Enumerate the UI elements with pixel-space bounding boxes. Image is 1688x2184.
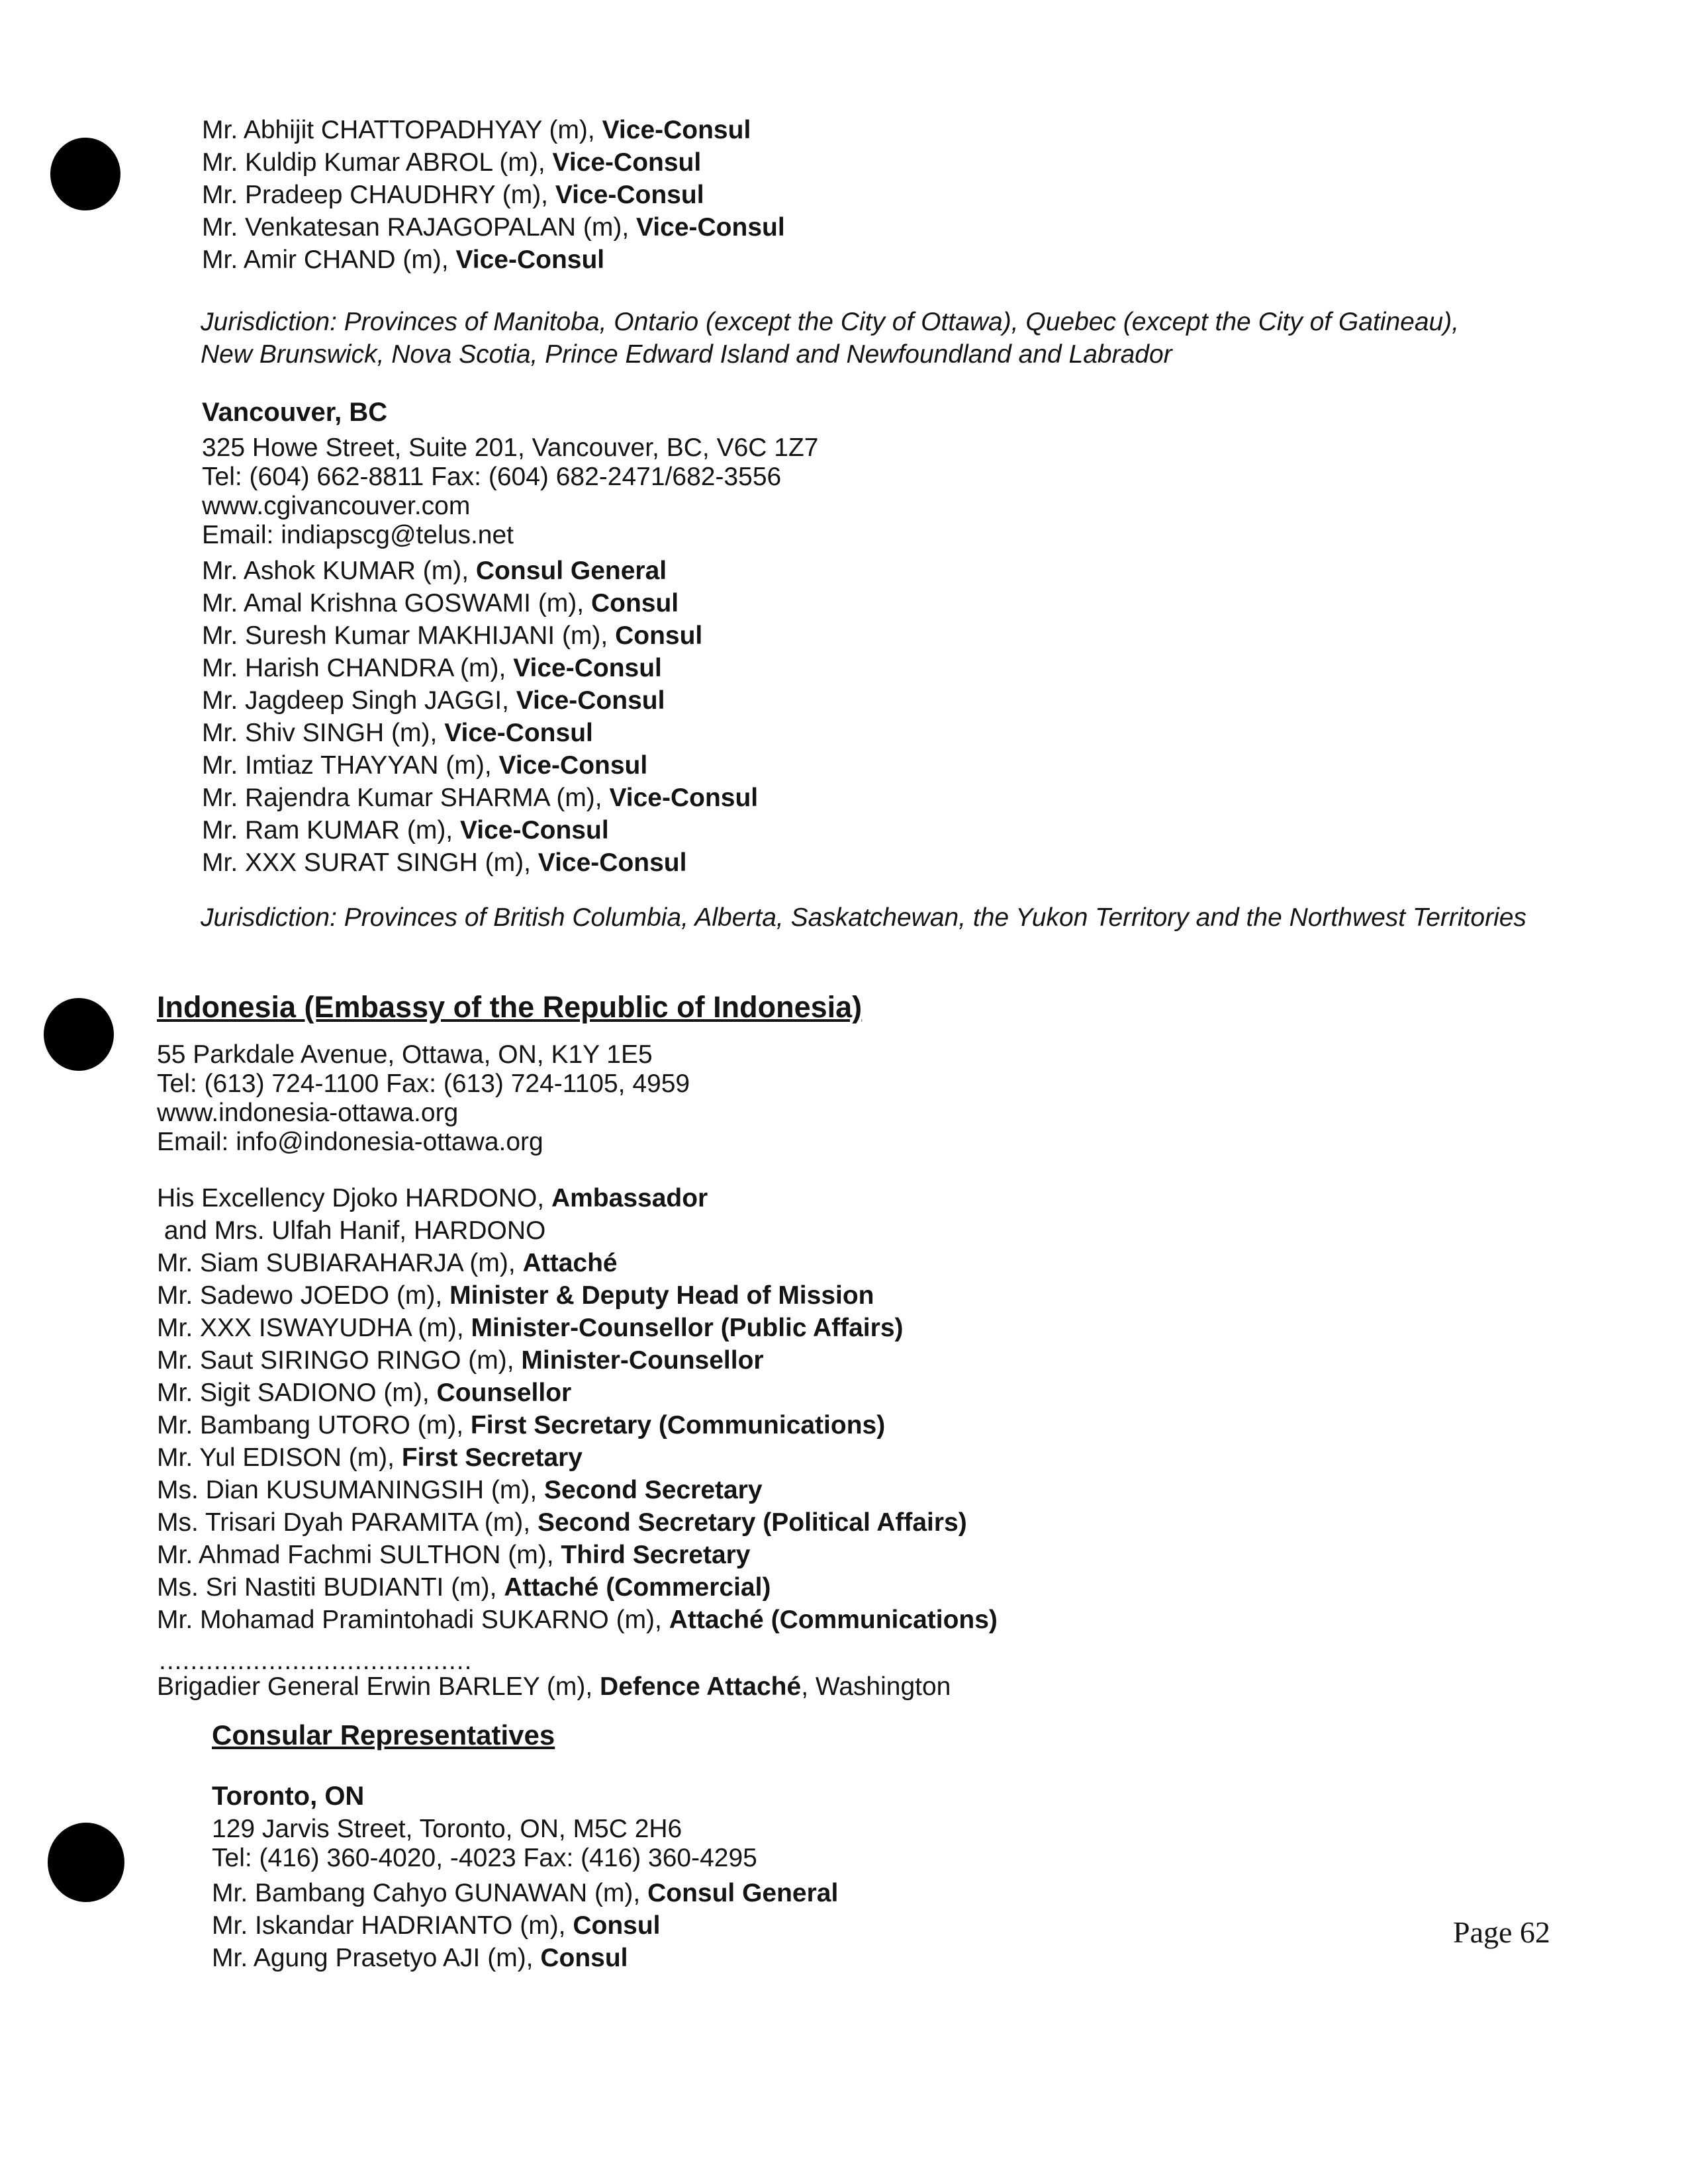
hole-punch-mark-bottom bbox=[48, 1823, 124, 1902]
officer-name: Mr. Pradeep CHAUDHRY (m), bbox=[202, 181, 555, 209]
page-number: Page 62 bbox=[1453, 1915, 1550, 1949]
officer-title: Consul bbox=[590, 589, 679, 617]
officer-entry bbox=[202, 179, 785, 211]
officer-name: Mr. Bambang Cahyo GUNAWAN (m), bbox=[212, 1879, 648, 1907]
officer-title: Vice-Consul bbox=[552, 148, 702, 177]
officer-name: Mr. Harish CHANDRA (m), bbox=[202, 654, 514, 682]
officer-name: Mr. Abhijit CHATTOPADHYAY (m), bbox=[202, 116, 602, 144]
staff-name: Mr. XXX ISWAYUDHA (m), bbox=[157, 1314, 471, 1342]
defence-attache-entry bbox=[157, 1670, 951, 1703]
officer-entry bbox=[202, 114, 785, 146]
officer-entry bbox=[202, 684, 758, 717]
officer-title: Consul bbox=[540, 1944, 628, 1972]
officer-entry bbox=[202, 749, 758, 782]
officer-note: , Washington bbox=[801, 1672, 951, 1701]
officer-title: Vice-Consul bbox=[498, 751, 648, 780]
staff-name: Mr. Mohamad Pramintohadi SUKARNO (m), bbox=[157, 1606, 669, 1634]
staff-entry bbox=[157, 1506, 998, 1539]
officer-entry bbox=[202, 652, 758, 684]
officer-entry bbox=[202, 244, 785, 276]
staff-title: Minister-Counsellor bbox=[521, 1346, 764, 1375]
officer-title: Consul bbox=[573, 1911, 661, 1940]
staff-entry bbox=[157, 1409, 998, 1441]
staff-entry bbox=[157, 1182, 998, 1214]
toronto-street-address: 129 Jarvis Street, Toronto, ON, M5C 2H6 bbox=[212, 1815, 682, 1843]
staff-title: Ambassador bbox=[551, 1184, 708, 1212]
staff-title: Minister & Deputy Head of Mission bbox=[449, 1281, 874, 1310]
officer-entry bbox=[202, 146, 785, 179]
officer-title: Vice-Consul bbox=[602, 116, 751, 144]
officer-name: Mr. Shiv SINGH (m), bbox=[202, 719, 445, 747]
officer-entry bbox=[202, 555, 758, 587]
toronto-officer-list bbox=[212, 1877, 838, 1974]
jurisdiction-note-western: Jurisdiction: Provinces of British Columbia, Alberta, Saskatchewan, the Yukon Territory and the Northwest Territories bbox=[201, 903, 1526, 932]
staff-name: Mr. Saut SIRINGO RINGO (m), bbox=[157, 1346, 522, 1375]
staff-name: Mr. Ahmad Fachmi SULTHON (m), bbox=[157, 1541, 561, 1569]
staff-entry bbox=[157, 1474, 998, 1506]
officer-name: Mr. Iskandar HADRIANTO (m), bbox=[212, 1911, 573, 1940]
staff-name: Mr. Yul EDISON (m), bbox=[157, 1443, 402, 1472]
staff-entry bbox=[157, 1539, 998, 1571]
staff-title: Second Secretary bbox=[544, 1476, 763, 1504]
staff-title: First Secretary bbox=[401, 1443, 583, 1472]
indonesia-street-address: 55 Parkdale Avenue, Ottawa, ON, K1Y 1E5 bbox=[157, 1040, 653, 1069]
officer-title: Vice-Consul bbox=[455, 246, 605, 274]
staff-entry bbox=[157, 1247, 998, 1279]
jurisdiction-note-central: Jurisdiction: Provinces of Manitoba, Ontario (except the City of Ottawa), Quebec (except the City of Gatineau), New Brunswick, Nova Scotia, Prince Edward Island and Newfoundland and Labrador bbox=[201, 308, 1460, 369]
staff-title: Counsellor bbox=[436, 1379, 572, 1407]
staff-entry bbox=[157, 1377, 998, 1409]
officer-title: Vice-Consul bbox=[459, 816, 609, 844]
toronto-address-block bbox=[212, 1815, 757, 1873]
officer-name: Mr. Jagdeep Singh JAGGI, bbox=[202, 686, 516, 715]
officer-title: Vice-Consul bbox=[609, 784, 759, 812]
officer-title: Vice-Consul bbox=[555, 181, 704, 209]
staff-title: First Secretary (Communications) bbox=[470, 1411, 886, 1439]
officer-name: Mr. Kuldip Kumar ABROL (m), bbox=[202, 148, 553, 177]
officer-title: Vice-Consul bbox=[636, 213, 785, 242]
staff-title: Third Secretary bbox=[561, 1541, 751, 1569]
officer-entry bbox=[202, 717, 758, 749]
hole-punch-mark-top bbox=[50, 138, 120, 210]
staff-title: Attaché bbox=[522, 1249, 618, 1277]
officer-name: Brigadier General Erwin BARLEY (m), bbox=[157, 1672, 600, 1701]
officer-entry bbox=[202, 619, 758, 652]
staff-title: Minister-Counsellor (Public Affairs) bbox=[471, 1314, 904, 1342]
india-continued-officer-list bbox=[202, 114, 785, 276]
officer-name: Mr. Imtiaz THAYYAN (m), bbox=[202, 751, 499, 780]
officer-name: Mr. XXX SURAT SINGH (m), bbox=[202, 848, 538, 877]
staff-entry bbox=[157, 1312, 998, 1344]
officer-name: Mr. Suresh Kumar MAKHIJANI (m), bbox=[202, 621, 616, 650]
officer-entry bbox=[202, 587, 758, 619]
officer-title: Consul General bbox=[647, 1879, 839, 1907]
officer-name: Mr. Venkatesan RAJAGOPALAN (m), bbox=[202, 213, 636, 242]
toronto-office-heading: Toronto, ON bbox=[212, 1782, 365, 1811]
officer-entry bbox=[202, 782, 758, 814]
officer-entry bbox=[212, 1877, 838, 1909]
staff-entry bbox=[157, 1279, 998, 1312]
officer-entry bbox=[212, 1942, 838, 1974]
indonesia-website: www.indonesia-ottawa.org bbox=[157, 1099, 459, 1127]
vancouver-phone: Tel: (604) 662-8811 Fax: (604) 682-2471/682-3556 bbox=[202, 463, 782, 491]
staff-name: Ms. Dian KUSUMANINGSIH (m), bbox=[157, 1476, 545, 1504]
officer-entry bbox=[202, 814, 758, 846]
officer-title: Defence Attaché bbox=[600, 1672, 802, 1701]
officer-name: Mr. Rajendra Kumar SHARMA (m), bbox=[202, 784, 610, 812]
vancouver-website: www.cgivancouver.com bbox=[202, 492, 471, 520]
staff-name: His Excellency Djoko HARDONO, bbox=[157, 1184, 551, 1212]
vancouver-officer-list bbox=[202, 555, 758, 879]
officer-name: Mr. Ram KUMAR (m), bbox=[202, 816, 460, 844]
staff-name: Ms. Sri Nastiti BUDIANTI (m), bbox=[157, 1573, 504, 1602]
toronto-phone: Tel: (416) 360-4020, -4023 Fax: (416) 360-4295 bbox=[212, 1844, 757, 1872]
officer-title: Consul General bbox=[475, 557, 667, 585]
officer-name: Mr. Agung Prasetyo AJI (m), bbox=[212, 1944, 541, 1972]
officer-title: Vice-Consul bbox=[516, 686, 665, 715]
vancouver-office-heading: Vancouver, BC bbox=[202, 398, 388, 427]
staff-name: Mr. Sigit SADIONO (m), bbox=[157, 1379, 437, 1407]
staff-name: Mr. Sadewo JOEDO (m), bbox=[157, 1281, 450, 1310]
officer-name: Mr. Amal Krishna GOSWAMI (m), bbox=[202, 589, 591, 617]
staff-title: Second Secretary (Political Affairs) bbox=[537, 1508, 967, 1537]
vancouver-email: Email: indiapscg@telus.net bbox=[202, 521, 514, 549]
indonesia-embassy-heading: Indonesia (Embassy of the Republic of Indonesia) bbox=[157, 990, 863, 1024]
staff-entry bbox=[157, 1571, 998, 1604]
indonesia-address-block bbox=[157, 1040, 690, 1157]
consular-representatives-heading: Consular Representatives bbox=[212, 1719, 555, 1751]
staff-name: and Mrs. Ulfah Hanif, HARDONO bbox=[157, 1216, 546, 1245]
staff-entry bbox=[157, 1604, 998, 1636]
officer-title: Vice-Consul bbox=[444, 719, 593, 747]
vancouver-street-address: 325 Howe Street, Suite 201, Vancouver, BC, V6C 1Z7 bbox=[202, 433, 819, 462]
staff-name: Ms. Trisari Dyah PARAMITA (m), bbox=[157, 1508, 538, 1537]
staff-entry bbox=[157, 1441, 998, 1474]
staff-title: Attaché (Commercial) bbox=[504, 1573, 771, 1602]
officer-title: Vice-Consul bbox=[538, 848, 687, 877]
indonesia-staff-list bbox=[157, 1182, 998, 1636]
officer-entry bbox=[202, 211, 785, 244]
officer-title: Consul bbox=[615, 621, 703, 650]
dotted-separator: ........................................ bbox=[159, 1647, 473, 1675]
indonesia-email: Email: info@indonesia-ottawa.org bbox=[157, 1128, 543, 1156]
officer-title: Vice-Consul bbox=[513, 654, 662, 682]
vancouver-address-block bbox=[202, 433, 818, 550]
hole-punch-mark-middle bbox=[44, 998, 114, 1071]
indonesia-phone: Tel: (613) 724-1100 Fax: (613) 724-1105, 4959 bbox=[157, 1069, 690, 1098]
officer-entry bbox=[202, 846, 758, 879]
officer-name: Mr. Ashok KUMAR (m), bbox=[202, 557, 476, 585]
staff-name: Mr. Siam SUBIARAHARJA (m), bbox=[157, 1249, 523, 1277]
officer-entry bbox=[212, 1909, 838, 1942]
officer-name: Mr. Amir CHAND (m), bbox=[202, 246, 456, 274]
staff-entry bbox=[157, 1214, 998, 1247]
staff-name: Mr. Bambang UTORO (m), bbox=[157, 1411, 471, 1439]
staff-title: Attaché (Communications) bbox=[669, 1606, 998, 1634]
staff-entry bbox=[157, 1344, 998, 1377]
